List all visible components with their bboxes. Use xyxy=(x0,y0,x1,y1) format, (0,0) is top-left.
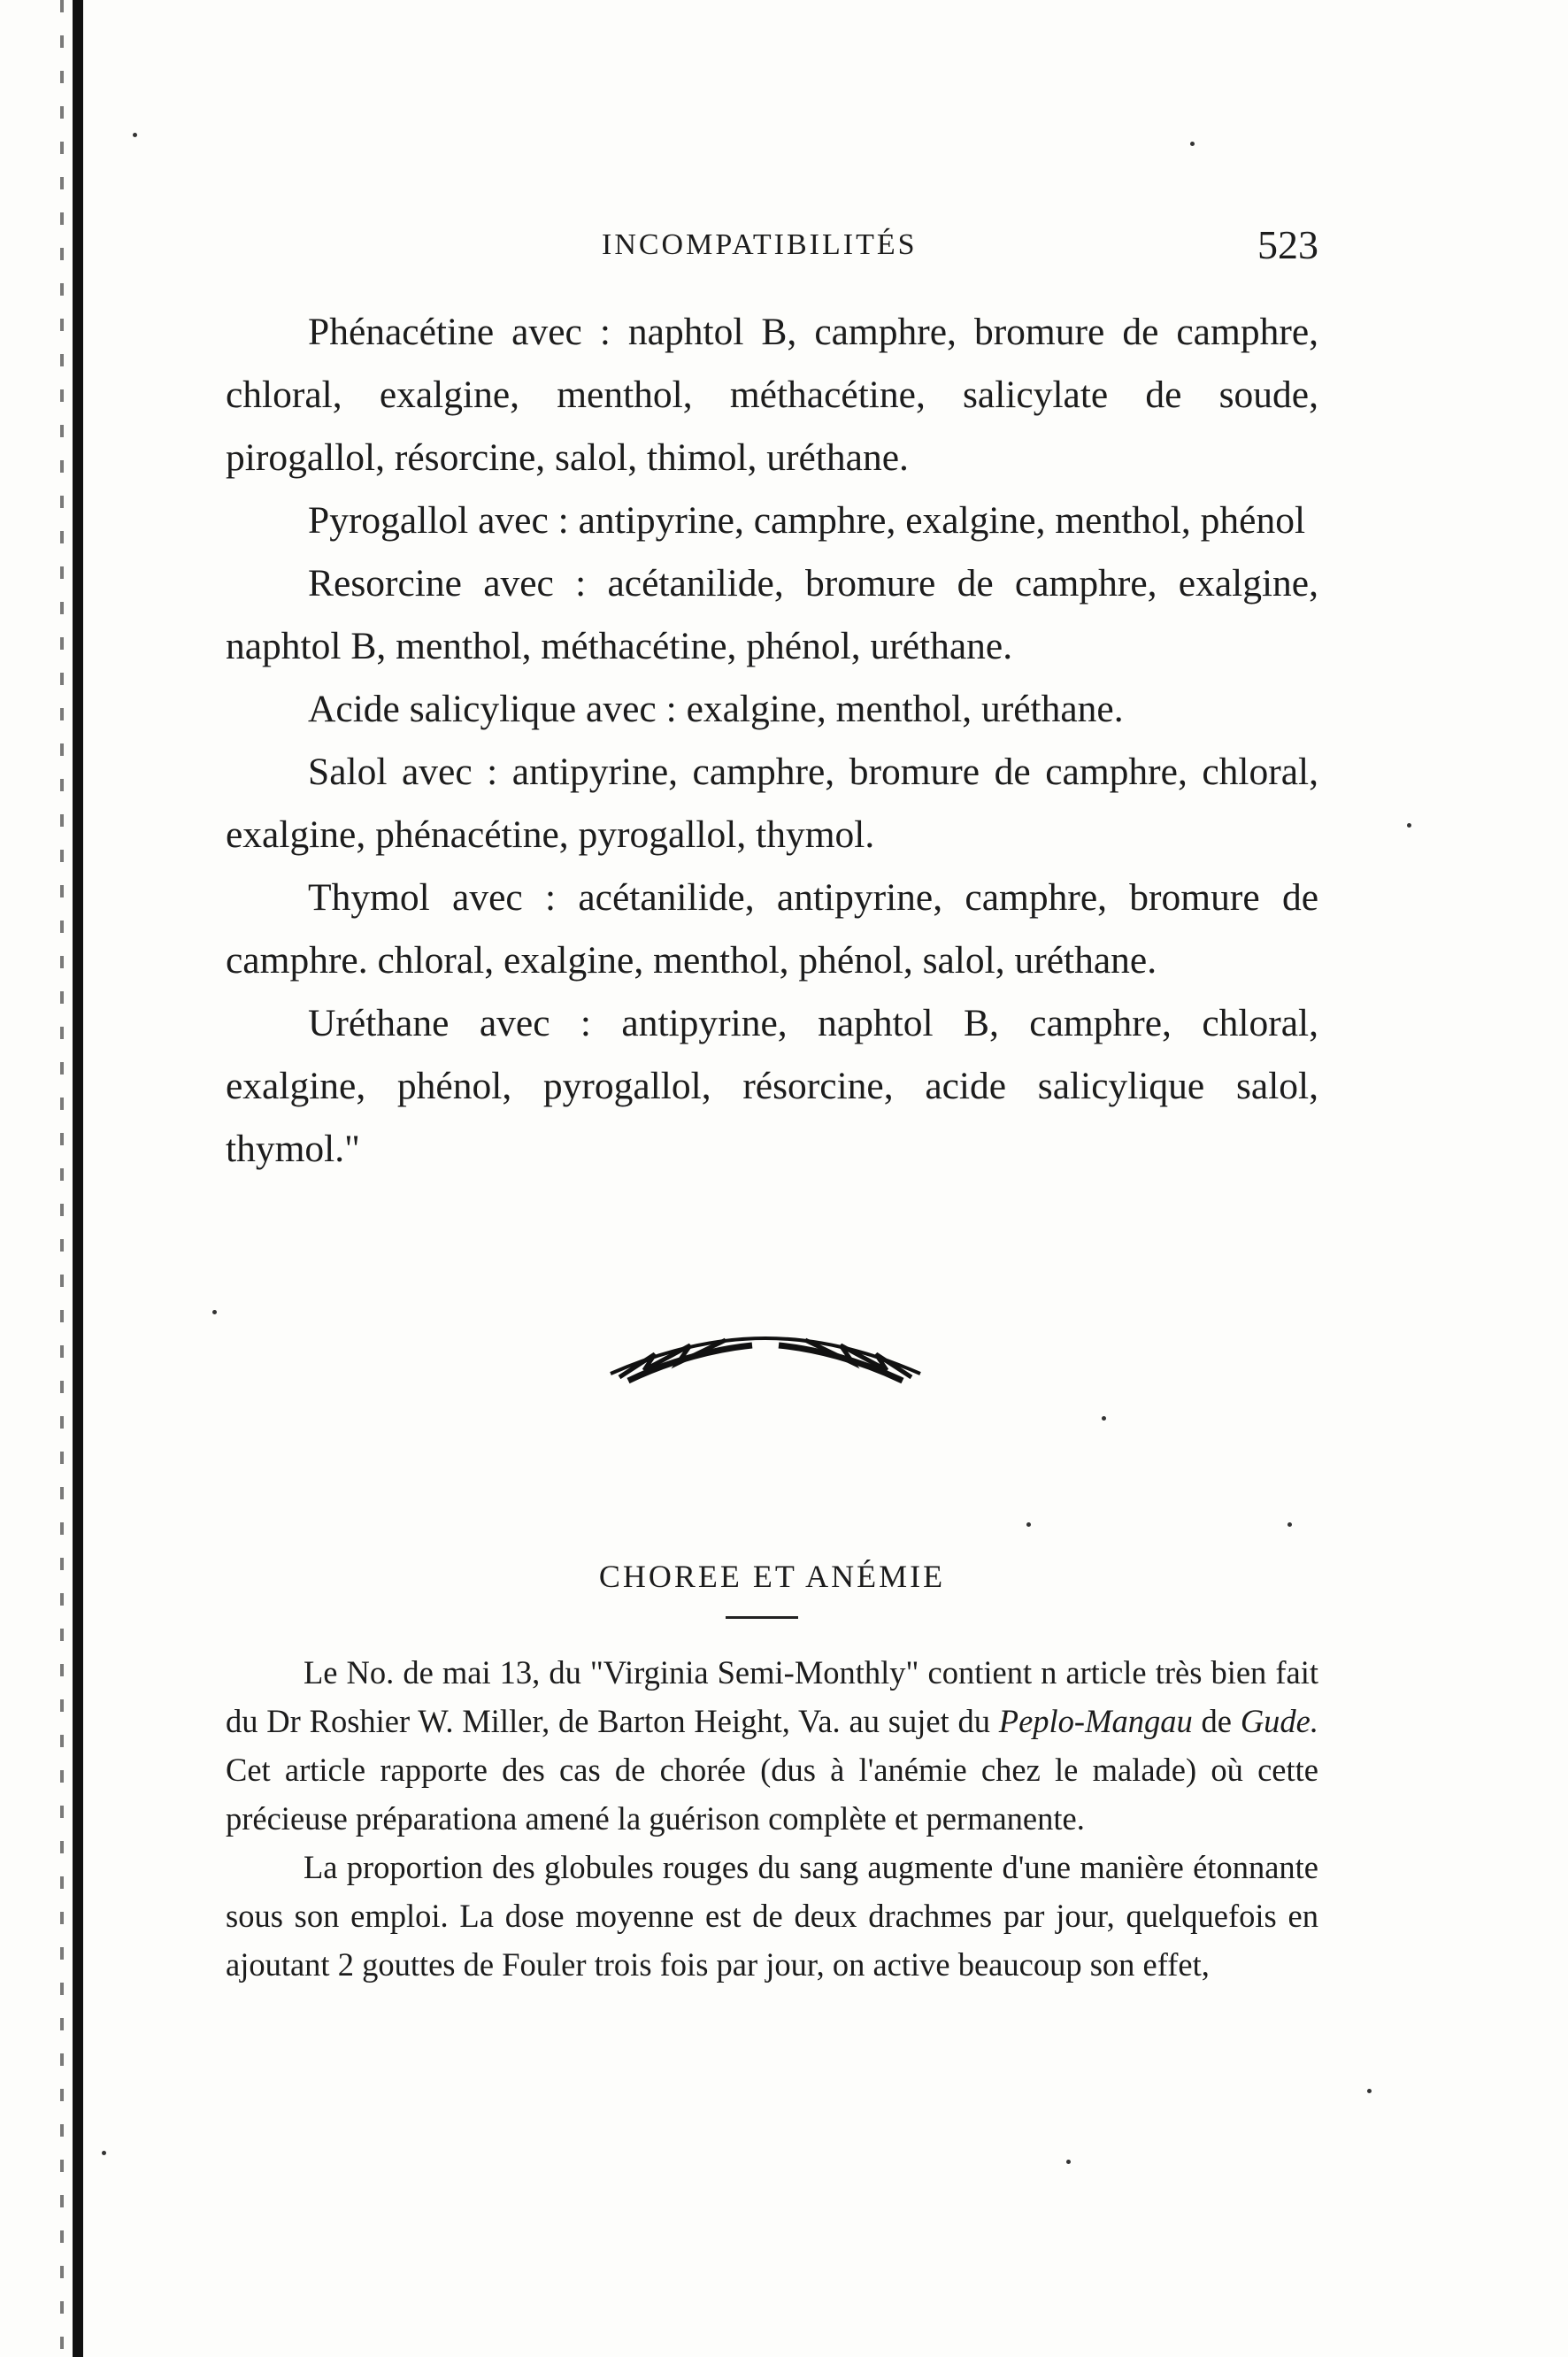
print-speck xyxy=(1287,1522,1292,1527)
print-speck xyxy=(102,2151,106,2155)
article-paragraph xyxy=(226,1648,1318,1843)
incompatibility-paragraph: Resorcine avec : acétanilide, bromure de camphre, exalgine, naphtol B, menthol, méthacétine, phénol, uréthane. xyxy=(226,562,1318,667)
binding-edge xyxy=(73,0,83,2357)
print-speck xyxy=(1367,2089,1372,2093)
incompatibility-paragraph: Salol avec : antipyrine, camphre, bromure de camphre, chloral, exalgine, phénacétine, pyrogallol, thymol. xyxy=(226,751,1318,856)
incompatibility-paragraph: Uréthane avec : antipyrine, naphtol B, camphre, chloral, exalgine, phénol, pyrogallol, résorcine, acide salicylique salol, thymol." xyxy=(226,1002,1318,1170)
page-number: 523 xyxy=(1257,222,1318,267)
paragraph-text: de xyxy=(1192,1703,1241,1739)
print-speck xyxy=(133,133,137,137)
product-name: Peplo-Mangau xyxy=(998,1703,1193,1739)
incompatibilities-list xyxy=(226,301,1318,1181)
article-body xyxy=(226,1648,1318,1989)
running-header xyxy=(230,222,1318,281)
incompatibility-paragraph: Acide salicylique avec : exalgine, menthol, uréthane. xyxy=(308,688,1124,730)
maker-name: Gude. xyxy=(1240,1703,1318,1739)
paragraph-text: Cet article rapporte des cas de chorée (dus à l'anémie chez le malade) où cette précieuse préparationa amené la guérison complète et permanente. xyxy=(226,1752,1318,1837)
article-paragraph: La proportion des globules rouges du sang augmente d'une manière étonnante sous son emploi. La dose moyenne est de deux drachmes par jour, quelquefois en ajoutant 2 gouttes de Fouler trois fois par jour, on active beaucoup son effet, xyxy=(226,1849,1318,1983)
print-speck xyxy=(1407,823,1411,828)
incompatibility-paragraph: Pyrogallol avec : antipyrine, camphre, exalgine, menthol, phénol xyxy=(308,499,1306,542)
incompatibility-paragraph: Thymol avec : acétanilide, antipyrine, camphre, bromure de camphre. chloral, exalgine, menthol, phénol, salol, uréthane. xyxy=(226,876,1318,982)
print-speck xyxy=(1026,1522,1031,1527)
binding-shadow xyxy=(60,0,64,2357)
paragraph-text: Le No. de mai 13, du "Virginia Semi-Monthly" contient n article très bien fait du Dr Roshier W. Miller, de Barton Height, Va. au sujet du xyxy=(226,1654,1318,1739)
print-speck xyxy=(1066,2160,1071,2164)
print-speck xyxy=(1190,142,1195,146)
print-speck xyxy=(212,1310,217,1314)
running-title: INCOMPATIBILITÉS xyxy=(602,228,918,261)
section-title: CHOREE ET ANÉMIE xyxy=(598,1559,946,1594)
section-ornament xyxy=(602,1319,929,1390)
incompatibility-paragraph: Phénacétine avec : naphtol B, camphre, bromure de camphre, chloral, exalgine, menthol, méthacétine, salicylate de soude, pirogallol, résorcine, salol, thimol, uréthane. xyxy=(226,311,1318,479)
title-rule xyxy=(726,1616,798,1619)
print-speck xyxy=(1102,1416,1106,1421)
